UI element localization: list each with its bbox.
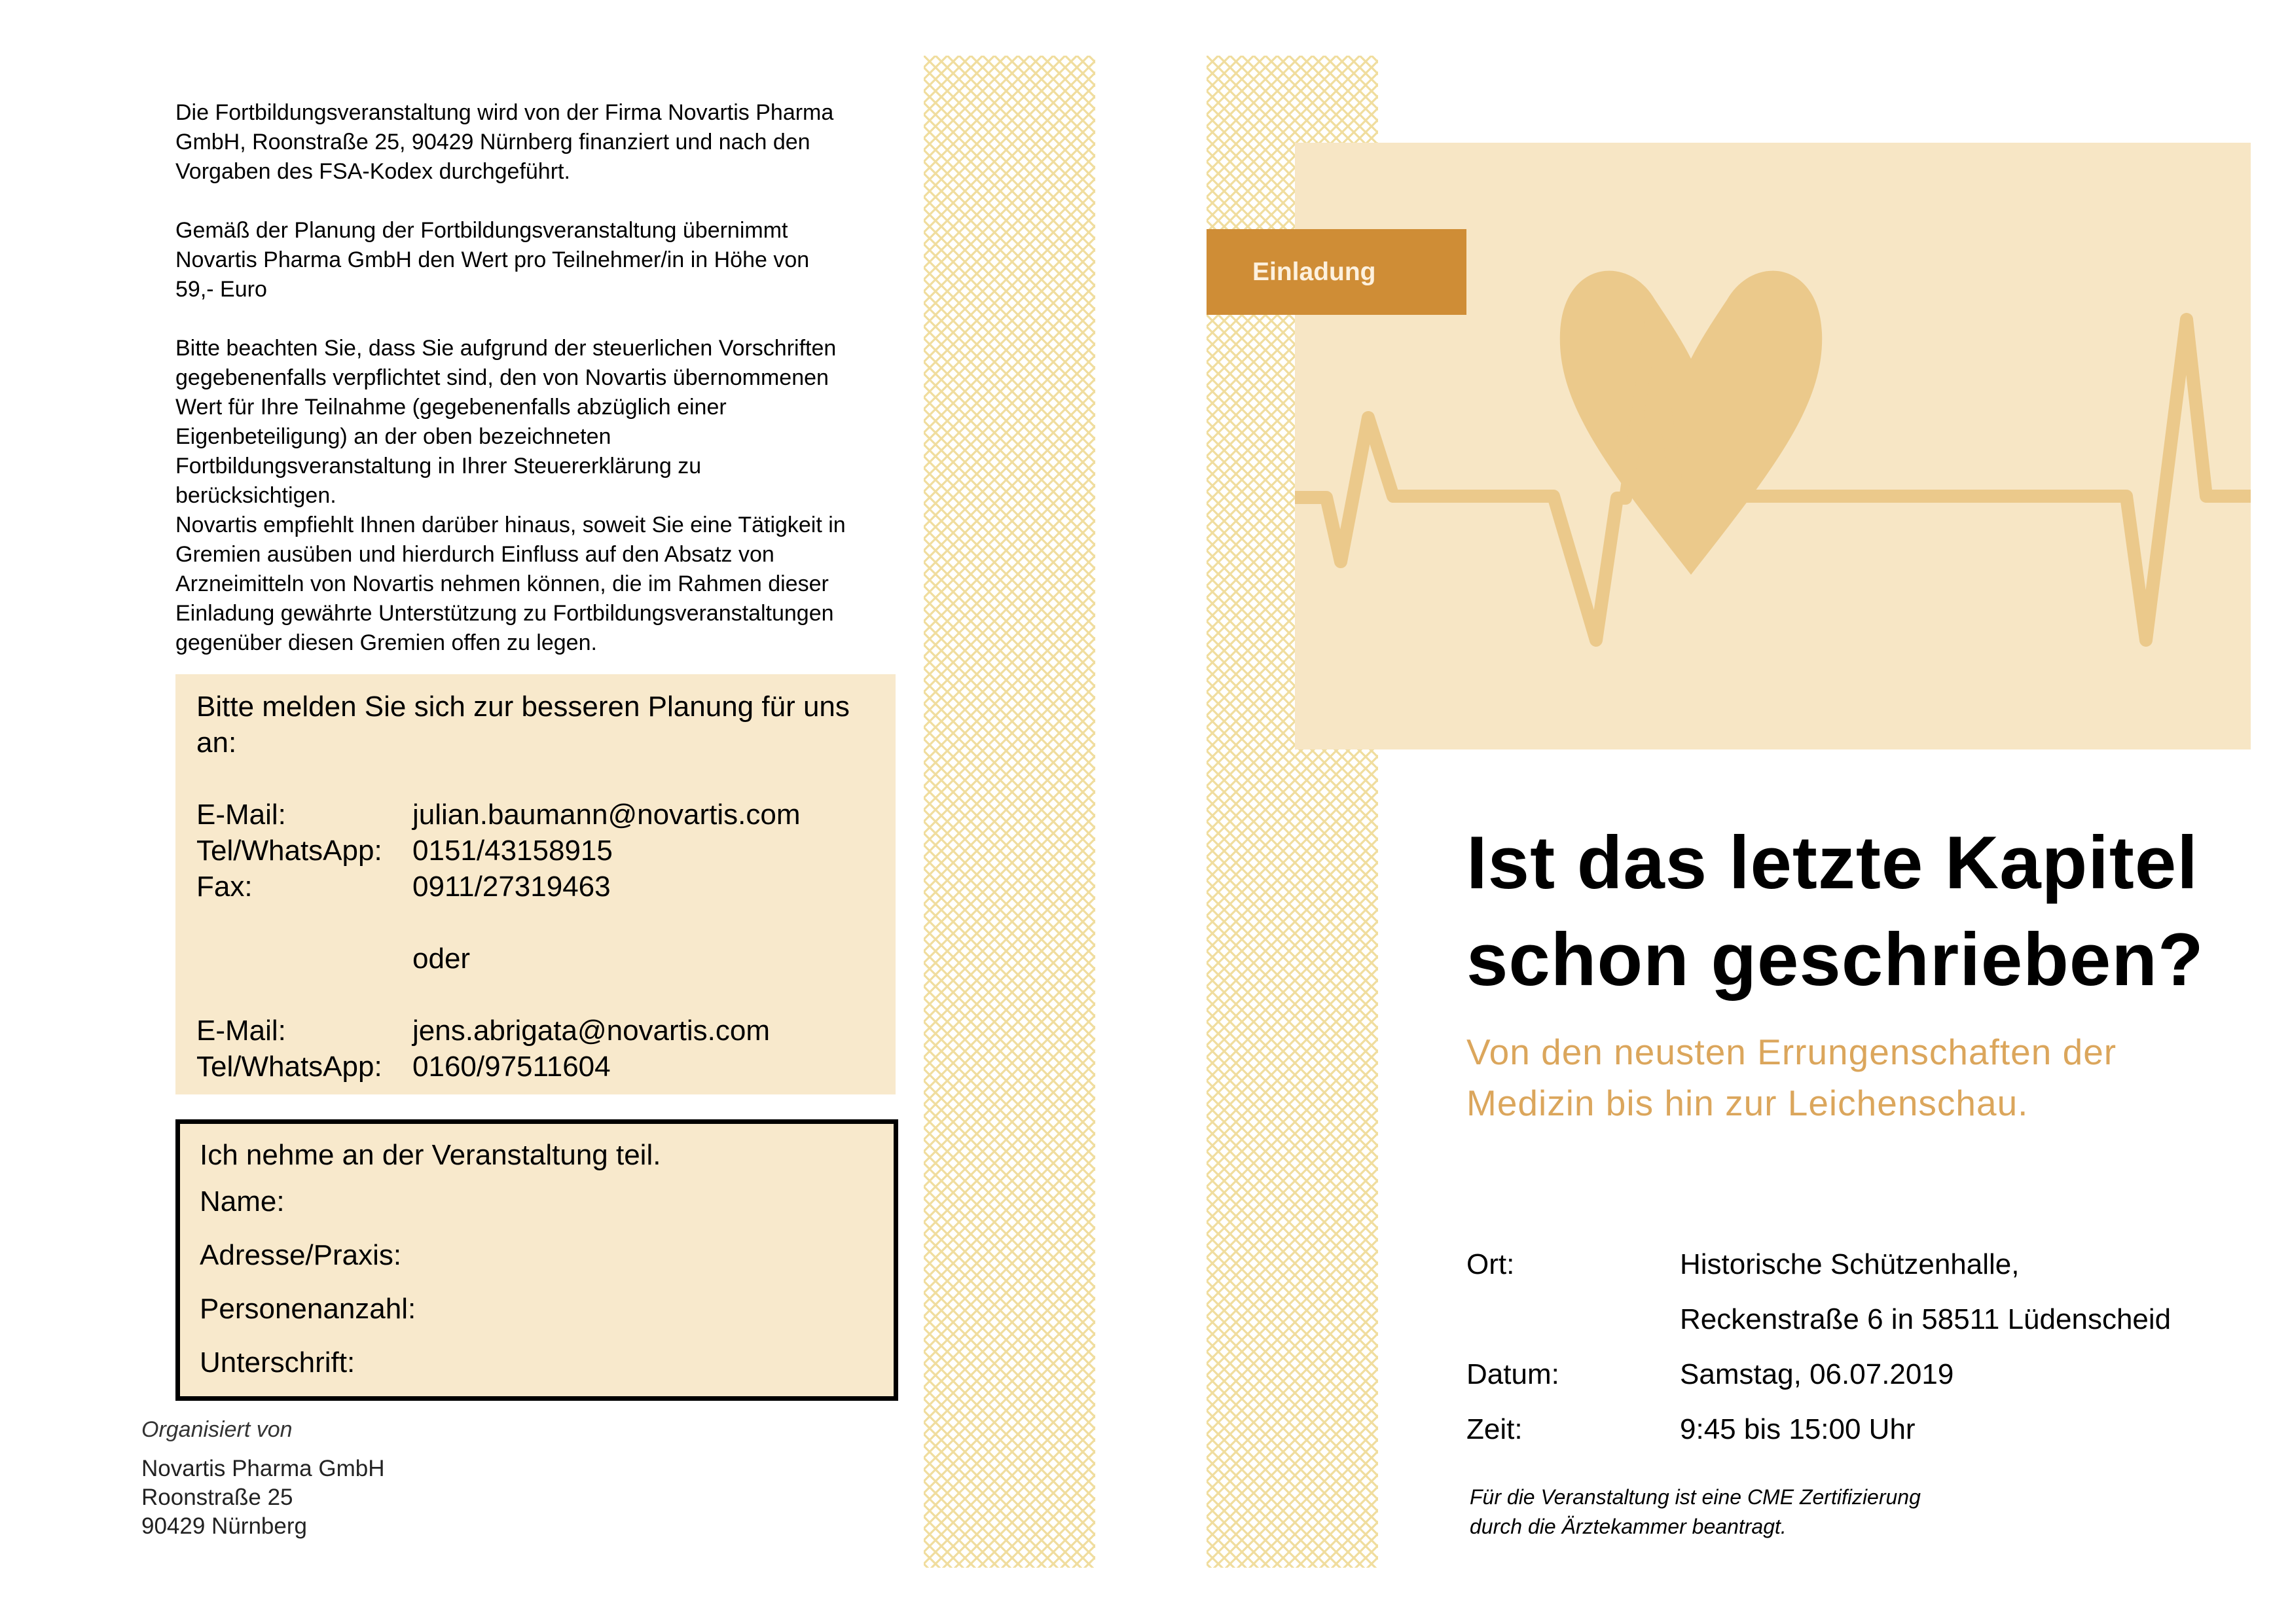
date-label: Datum: (1466, 1358, 1559, 1390)
place-line-2: Reckenstraße 6 in 58511 Lüdenscheid (1680, 1303, 2172, 1335)
date-value: Samstag, 06.07.2019 (1680, 1358, 1954, 1390)
registration-or-row (196, 941, 875, 977)
detail-row-date (1466, 1347, 2285, 1402)
organizer-city: 90429 Nürnberg (141, 1513, 307, 1539)
email-link-julian[interactable]: julian.baumann@novartis.com (412, 799, 801, 831)
invitation-tag: Einladung (1207, 229, 1466, 315)
place-label: Ort: (1466, 1248, 1515, 1280)
registration-phone-row (196, 833, 875, 869)
organizer-company: Novartis Pharma GmbH (141, 1456, 385, 1481)
fax-number: 0911/27319463 (412, 871, 611, 903)
subtitle-line-2: Medizin bis hin zur Leichenschau. (1466, 1083, 2029, 1123)
organizer-street: Roonstraße 25 (141, 1485, 293, 1510)
form-heading: Ich nehme an der Veranstaltung teil. (200, 1139, 661, 1171)
organizer-label: Organisiert von (141, 1417, 293, 1442)
registration-heading: Bitte melden Sie sich zur besseren Planung für uns an: (196, 691, 850, 759)
info-paragraph-tax: Bitte beachten Sie, dass Sie aufgrund der steuerlichen Vorschriften gegebenenfalls verpflichtet sind, den von Novartis übernommenen Wert für Ihre Teilnahme (gegebenenfalls abzüglich einer Eigenbeteiligung) an der oben bezeichneten Fortbildungsveranstaltung in Ihrer Steuererklärung zu berücksichtigen. (175, 336, 837, 508)
email-label: E-Mail: (196, 799, 286, 831)
phone-jens: 0160/97511604 (412, 1051, 611, 1083)
time-value: 9:45 bis 15:00 Uhr (1680, 1413, 1916, 1445)
email-label-2: E-Mail: (196, 1015, 286, 1047)
info-text (175, 98, 928, 658)
pattern-strip-left (924, 56, 1095, 1568)
registration-email2-row (196, 1013, 875, 1049)
title-line-2: schon geschrieben? (1466, 918, 2204, 1001)
fax-label: Fax: (196, 871, 253, 903)
time-label: Zeit: (1466, 1413, 1523, 1445)
info-paragraph-financing: Die Fortbildungsveranstaltung wird von der Firma Novartis Pharma GmbH, Roonstraße 25, 90429 Nürnberg finanziert und nach den Vorgaben des FSA-Kodex durchgeführt. (175, 100, 834, 184)
registration-email-row (196, 797, 875, 833)
participation-form (175, 1119, 898, 1401)
info-paragraph-disclosure: Novartis empfiehlt Ihnen darüber hinaus, soweit Sie eine Tätigkeit in Gremien ausüben und hierdurch Einfluss auf den Absatz von Arzneimitteln von Novartis nehmen können, die im Rahmen dieser Einladung gewährte Unterstützung zu Fortbildungsveranstaltungen gegenüber diesen Gremien offen zu legen. (175, 513, 846, 655)
form-address-field[interactable]: Adresse/Praxis: (200, 1239, 402, 1271)
or-text: oder (412, 943, 471, 975)
registration-fax-row (196, 869, 875, 905)
phone-julian: 0151/43158915 (412, 835, 613, 867)
subtitle-line-1: Von den neusten Errungenschaften der (1466, 1032, 2117, 1072)
place-line-1: Historische Schützenhalle, (1680, 1248, 2020, 1280)
detail-row-place (1466, 1237, 2285, 1292)
phone-label-2: Tel/WhatsApp: (196, 1051, 382, 1083)
form-persons-field[interactable]: Personenanzahl: (200, 1293, 416, 1325)
phone-label: Tel/WhatsApp: (196, 835, 382, 867)
info-paragraph-value: Gemäß der Planung der Fortbildungsveranstaltung übernimmt Novartis Pharma GmbH den Wert pro Teilnehmer/in in Höhe von 59,- Euro (175, 218, 810, 302)
cme-line-1: Für die Veranstaltung ist eine CME Zertifizierung (1470, 1485, 1921, 1509)
title-line-1: Ist das letzte Kapitel (1466, 821, 2198, 905)
organizer-address (141, 1454, 384, 1541)
cme-line-2: durch die Ärztekammer beantragt. (1470, 1515, 1787, 1538)
page-subtitle (1466, 1026, 2272, 1128)
detail-row-time (1466, 1402, 2285, 1457)
event-details (1466, 1237, 2285, 1457)
email-link-jens[interactable]: jens.abrigata@novartis.com (412, 1015, 771, 1047)
form-name-field[interactable]: Name: (200, 1185, 285, 1218)
detail-row-place-2 (1466, 1292, 2285, 1347)
cme-note (1470, 1483, 1921, 1542)
registration-phone2-row (196, 1049, 875, 1085)
form-signature-field[interactable]: Unterschrift: (200, 1346, 355, 1379)
registration-box (175, 674, 896, 1094)
page-title (1466, 815, 2272, 1009)
